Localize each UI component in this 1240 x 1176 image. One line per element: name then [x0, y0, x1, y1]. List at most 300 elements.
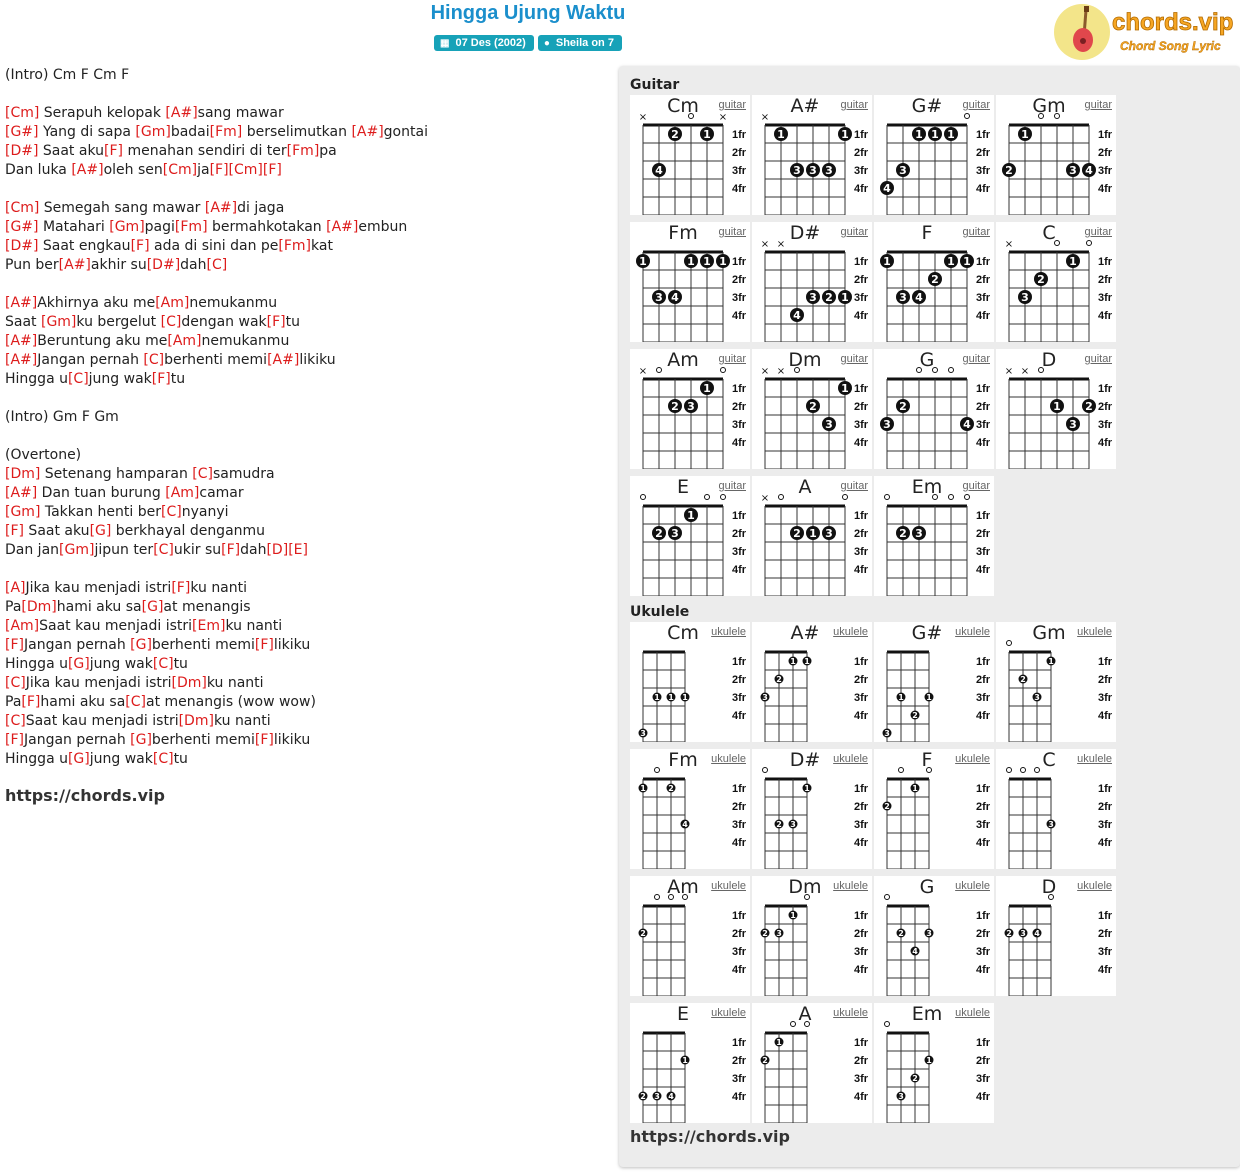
chord-name: A# — [790, 622, 820, 644]
chord-name: Cm — [667, 622, 699, 644]
instrument-link[interactable]: guitar — [718, 226, 746, 238]
chord-marker[interactable]: [Dm] — [171, 675, 207, 691]
lyric-line — [5, 560, 605, 579]
chord-marker[interactable]: [A#] — [204, 200, 238, 216]
chord-marker[interactable]: [Cm] — [5, 200, 40, 216]
lyric-text: tu — [170, 371, 186, 387]
chord-marker[interactable]: [D#] — [5, 238, 39, 254]
chord-marker[interactable]: [Dm] — [178, 713, 214, 729]
instrument-link[interactable]: ukulele — [833, 880, 868, 892]
lyric-text: dah — [180, 257, 207, 273]
chord-marker[interactable]: [A#] — [267, 352, 300, 368]
instrument-link[interactable]: guitar — [962, 480, 990, 492]
instrument-link[interactable]: guitar — [840, 480, 868, 492]
ukulele-chord-card[interactable] — [752, 1003, 872, 1123]
lyric-text: Dan luka — [5, 162, 72, 178]
chord-name: E — [676, 1003, 689, 1025]
chord-marker[interactable]: [G] — [89, 523, 112, 539]
chord-marker[interactable]: [G] — [130, 732, 152, 748]
chord-marker[interactable]: [C] — [206, 257, 228, 273]
instrument-link[interactable]: guitar — [1084, 99, 1112, 111]
lyric-text: dengan wak — [181, 314, 267, 330]
finger-number: 2 — [809, 400, 817, 413]
lyric-line — [5, 313, 605, 332]
finger-dot — [897, 693, 906, 703]
open-marker — [683, 895, 688, 900]
finger-dot — [911, 947, 920, 957]
chord-marker[interactable]: [Cm] — [162, 162, 198, 178]
lyric-line — [5, 351, 605, 370]
lyric-line — [5, 731, 605, 750]
finger-dot — [1066, 163, 1080, 177]
instrument-link[interactable]: ukulele — [1077, 626, 1112, 638]
guitar-chord-card[interactable] — [874, 349, 994, 469]
chord-marker[interactable]: [C] — [161, 504, 182, 520]
fretboard-diagram — [752, 749, 872, 869]
guitar-chord-card[interactable] — [630, 222, 750, 342]
fret-label: 3fr — [1097, 419, 1113, 431]
fretboard-diagram — [752, 222, 872, 342]
mute-marker: × — [1004, 366, 1014, 377]
fret-label: 4fr — [975, 964, 991, 976]
lyric-text: at menangis — [163, 599, 251, 615]
open-marker — [843, 495, 848, 500]
finger-number: 1 — [809, 527, 817, 540]
finger-dot — [925, 1056, 934, 1066]
chord-marker[interactable]: [C] — [152, 751, 174, 767]
chord-marker[interactable]: [F] — [104, 143, 123, 159]
finger-dot — [668, 399, 682, 413]
instrument-link[interactable]: guitar — [718, 99, 746, 111]
lyric-text: ku nanti — [225, 618, 283, 634]
chord-marker[interactable]: [C] — [5, 713, 26, 729]
chord-marker[interactable]: [Cm] — [5, 105, 40, 121]
lyric-line — [5, 389, 605, 408]
open-marker — [1007, 641, 1012, 646]
chord-marker[interactable]: [A] — [5, 580, 26, 596]
chord-marker[interactable]: [F] — [254, 732, 274, 748]
instrument-link[interactable]: guitar — [962, 353, 990, 365]
fret-label: 3fr — [853, 1073, 869, 1085]
finger-number: 3 — [898, 1092, 904, 1101]
chord-marker[interactable]: [G#] — [5, 124, 39, 140]
fret-label: 2fr — [975, 801, 991, 813]
lyric-text: Hingga u — [5, 371, 68, 387]
ukulele-chord-card[interactable] — [630, 876, 750, 996]
song-meta — [0, 35, 1056, 51]
instrument-link[interactable]: guitar — [840, 226, 868, 238]
chord-marker[interactable]: [A#] — [5, 352, 38, 368]
mute-marker: × — [638, 112, 648, 123]
lyric-text: nemukanmu — [189, 295, 278, 311]
instrument-link[interactable]: ukulele — [1077, 753, 1112, 765]
site-logo[interactable] — [1054, 2, 1234, 62]
guitar-chord-card[interactable] — [996, 222, 1116, 342]
instrument-link[interactable]: ukulele — [833, 626, 868, 638]
lyric-text: Pa — [5, 694, 22, 710]
finger-dot — [806, 526, 820, 540]
fret-label: 3fr — [731, 546, 747, 558]
fret-label: 3fr — [975, 1073, 991, 1085]
chord-marker[interactable]: [F] — [266, 314, 286, 330]
chord-marker[interactable]: [C] — [160, 314, 182, 330]
fret-label: 2fr — [975, 274, 991, 286]
fret-label: 2fr — [1097, 801, 1113, 813]
fret-label: 3fr — [731, 419, 747, 431]
lyric-line — [5, 503, 605, 522]
chord-marker[interactable]: [C] — [125, 694, 146, 710]
instrument-link[interactable]: guitar — [1084, 226, 1112, 238]
chord-name: A — [798, 476, 812, 498]
guitar-chord-card[interactable] — [752, 95, 872, 215]
fret-label: 1fr — [731, 510, 747, 522]
chord-name: Fm — [668, 222, 698, 244]
fret-label: 2fr — [975, 147, 991, 159]
chord-marker[interactable]: [F] — [209, 162, 229, 178]
fret-label: 1fr — [853, 129, 869, 141]
ukulele-chord-card[interactable] — [874, 622, 994, 742]
chord-marker[interactable]: [F] — [171, 580, 191, 596]
instrument-link[interactable]: guitar — [1084, 353, 1112, 365]
instrument-link[interactable]: ukulele — [955, 753, 990, 765]
fretboard-diagram — [630, 1003, 750, 1123]
finger-dot — [681, 820, 690, 830]
lyric-line — [5, 484, 605, 503]
instrument-link[interactable]: ukulele — [955, 626, 990, 638]
mute-marker: × — [1004, 239, 1014, 250]
fret-label: 3fr — [731, 946, 747, 958]
lyrics-section — [5, 66, 605, 805]
open-marker — [885, 495, 890, 500]
chord-marker[interactable]: [G] — [130, 637, 152, 653]
instrument-link[interactable]: ukulele — [833, 1007, 868, 1019]
finger-number: 2 — [912, 711, 918, 720]
ukulele-chord-card[interactable] — [996, 876, 1116, 996]
chord-name: D — [1041, 876, 1057, 898]
finger-dot — [775, 1038, 784, 1048]
ukulele-chord-card[interactable] — [630, 749, 750, 869]
chord-marker[interactable]: [F] — [262, 162, 282, 178]
ukulele-chord-card[interactable] — [752, 749, 872, 869]
open-marker — [899, 768, 904, 773]
chord-panel — [619, 66, 1240, 1167]
guitar-chord-card[interactable] — [630, 476, 750, 596]
finger-dot — [944, 254, 958, 268]
ukulele-chord-card[interactable] — [874, 876, 994, 996]
chord-name: F — [921, 749, 933, 771]
finger-number: 4 — [1034, 929, 1040, 938]
lyric-text: jipun ter — [94, 542, 154, 558]
instrument-link[interactable]: guitar — [962, 226, 990, 238]
chord-marker[interactable]: [F] — [130, 238, 150, 254]
chord-marker[interactable]: [A#] — [58, 257, 91, 273]
chord-marker[interactable]: [C] — [5, 675, 26, 691]
chord-marker[interactable]: [G] — [67, 656, 90, 672]
chord-marker[interactable]: [G] — [141, 599, 164, 615]
instrument-link[interactable]: ukulele — [711, 1007, 746, 1019]
chord-marker[interactable]: [Gm] — [59, 542, 95, 558]
guitar-chord-card[interactable] — [996, 349, 1116, 469]
chord-marker[interactable]: [D#] — [146, 257, 181, 273]
fret-label: 3fr — [853, 546, 869, 558]
instrument-link[interactable]: guitar — [962, 99, 990, 111]
chord-marker[interactable]: [Cm] — [228, 162, 263, 178]
lyric-text: Setenang hamparan — [40, 466, 193, 482]
chord-marker[interactable]: [Am] — [155, 295, 190, 311]
guitar-chord-card[interactable] — [630, 349, 750, 469]
chord-marker[interactable]: [E] — [288, 542, 308, 558]
chord-marker[interactable]: [F] — [254, 637, 274, 653]
fret-label: 4fr — [1097, 837, 1113, 849]
instrument-link[interactable]: guitar — [718, 353, 746, 365]
chord-marker[interactable]: [D#] — [5, 143, 39, 159]
instrument-link[interactable]: ukulele — [1077, 880, 1112, 892]
open-marker — [655, 895, 660, 900]
finger-dot — [806, 399, 820, 413]
ukulele-section-label: Ukulele — [630, 604, 690, 620]
fret-label: 1fr — [853, 1037, 869, 1049]
lyric-line — [5, 66, 605, 85]
lyric-text: berhenti memi — [151, 637, 255, 653]
finger-dot — [684, 399, 698, 413]
fret-label: 1fr — [731, 656, 747, 668]
finger-number: 4 — [1085, 164, 1093, 177]
chord-marker[interactable]: [F] — [21, 694, 41, 710]
lyric-text: Dan tuan burung — [37, 485, 166, 501]
finger-number: 3 — [671, 527, 679, 540]
fret-label: 1fr — [853, 783, 869, 795]
finger-dot — [883, 802, 892, 812]
chord-marker[interactable]: [F] — [5, 523, 24, 539]
finger-dot — [1082, 399, 1096, 413]
chord-marker[interactable]: [G#] — [5, 219, 39, 235]
ukulele-chord-card[interactable] — [874, 749, 994, 869]
chord-marker[interactable]: [Am] — [167, 333, 202, 349]
panel-site-link[interactable]: https://chords.vip — [630, 1127, 790, 1146]
fret-label: 2fr — [975, 401, 991, 413]
fret-label: 1fr — [1097, 256, 1113, 268]
open-marker — [689, 114, 694, 119]
chord-marker[interactable]: [A#] — [71, 162, 104, 178]
lyric-text: Semegah sang mawar — [39, 200, 205, 216]
finger-dot — [639, 729, 648, 739]
chord-name: F — [921, 222, 933, 244]
finger-dot — [1033, 929, 1042, 939]
chord-name: Dm — [788, 876, 822, 898]
chord-marker[interactable]: [A#] — [5, 333, 38, 349]
fret-label: 4fr — [853, 437, 869, 449]
instrument-link[interactable]: ukulele — [955, 880, 990, 892]
guitar-chord-card[interactable] — [752, 349, 872, 469]
mute-marker: × — [760, 112, 770, 123]
finger-dot — [1050, 399, 1064, 413]
date-badge[interactable] — [434, 35, 534, 51]
chord-marker[interactable]: [C] — [153, 542, 174, 558]
lyric-text: nyanyi — [181, 504, 229, 520]
finger-number: 2 — [762, 929, 768, 938]
lyric-text: Saat aku — [23, 523, 90, 539]
lyric-text: Saat — [5, 314, 41, 330]
chord-marker[interactable]: [F] — [5, 732, 24, 748]
finger-dot — [789, 820, 798, 830]
finger-number: 2 — [1005, 164, 1013, 177]
chord-marker[interactable]: [F] — [221, 542, 241, 558]
fret-label: 1fr — [975, 783, 991, 795]
chord-marker[interactable]: [Am] — [165, 485, 200, 501]
finger-number: 1 — [790, 657, 796, 666]
chord-marker[interactable]: [A#] — [326, 219, 359, 235]
finger-number: 2 — [884, 802, 890, 811]
ukulele-chord-card[interactable] — [752, 876, 872, 996]
ukulele-chord-card[interactable] — [996, 622, 1116, 742]
chord-marker[interactable]: [C] — [152, 656, 174, 672]
fret-label: 1fr — [975, 1037, 991, 1049]
chord-marker[interactable]: [F] — [5, 637, 24, 653]
finger-number: 3 — [687, 400, 695, 413]
lyric-line — [5, 408, 605, 427]
ukulele-chord-card[interactable] — [630, 1003, 750, 1123]
finger-number: 1 — [640, 784, 646, 793]
fret-label: 2fr — [731, 401, 747, 413]
chord-marker[interactable]: [G] — [67, 751, 90, 767]
lyric-text: Jika kau menjadi istri — [25, 580, 172, 596]
lyric-line — [5, 275, 605, 294]
chord-marker[interactable]: [Fm] — [209, 124, 243, 140]
guitar-chord-card[interactable] — [874, 476, 994, 596]
chord-marker[interactable]: [Dm] — [21, 599, 57, 615]
instrument-link[interactable]: guitar — [840, 353, 868, 365]
chord-marker[interactable]: [Gm] — [5, 504, 41, 520]
lyric-text: dah — [240, 542, 267, 558]
chord-marker[interactable]: [A#] — [5, 295, 38, 311]
artist-label: Sheila on 7 — [555, 37, 614, 49]
lyric-line — [5, 617, 605, 636]
instrument-link[interactable]: guitar — [718, 480, 746, 492]
lyric-line — [5, 693, 605, 712]
chord-marker[interactable]: [Gm] — [109, 219, 145, 235]
chord-marker[interactable]: [A#] — [165, 105, 198, 121]
guitar-chord-card[interactable] — [630, 95, 750, 215]
chord-marker[interactable]: [Am] — [5, 618, 40, 634]
ukulele-chord-card[interactable] — [630, 622, 750, 742]
lyric-text: Saat aku — [38, 143, 105, 159]
chord-name: G# — [911, 95, 943, 117]
chord-marker[interactable]: [Em] — [192, 618, 226, 634]
fret-label: 3fr — [1097, 819, 1113, 831]
lyric-text: berkhayal denganmu — [111, 523, 266, 539]
fret-label: 4fr — [731, 183, 747, 195]
finger-number: 2 — [1085, 400, 1093, 413]
chord-marker[interactable]: [A#] — [5, 485, 38, 501]
chord-marker[interactable]: [Fm] — [286, 143, 320, 159]
finger-number: 2 — [898, 929, 904, 938]
lyric-text: Jangan pernah — [37, 352, 144, 368]
chord-marker[interactable]: [D] — [266, 542, 289, 558]
chord-marker[interactable]: [Fm] — [174, 219, 208, 235]
chord-marker[interactable]: [Gm] — [40, 314, 77, 330]
fret-label: 4fr — [975, 710, 991, 722]
finger-number: 4 — [793, 309, 801, 322]
chord-marker[interactable]: [F] — [151, 371, 171, 387]
finger-dot — [883, 729, 892, 739]
guitar-chord-card[interactable] — [996, 95, 1116, 215]
lyric-text: embun — [358, 219, 408, 235]
lyric-text: Dan jan — [5, 542, 60, 558]
lyric-line — [5, 541, 605, 560]
chord-marker[interactable]: [C] — [143, 352, 165, 368]
chord-marker[interactable]: [Gm] — [135, 124, 171, 140]
finger-number: 2 — [671, 128, 679, 141]
fret-label: 1fr — [853, 910, 869, 922]
finger-dot — [960, 254, 974, 268]
instrument-link[interactable]: ukulele — [711, 753, 746, 765]
finger-dot — [838, 381, 852, 395]
chord-name: C — [1042, 222, 1056, 244]
lyric-text: likiku — [273, 732, 311, 748]
guitar-chord-card[interactable] — [752, 476, 872, 596]
lyric-line — [5, 522, 605, 541]
lyrics-site-link[interactable]: https://chords.vip — [5, 786, 165, 805]
instrument-link[interactable]: ukulele — [833, 753, 868, 765]
chord-name: Em — [911, 1003, 943, 1025]
guitar-chord-card[interactable] — [874, 95, 994, 215]
song-title[interactable]: Hingga Ujung Waktu — [430, 2, 626, 24]
finger-dot — [652, 526, 666, 540]
guitar-chord-card[interactable] — [752, 222, 872, 342]
ukulele-chord-card[interactable] — [996, 749, 1116, 869]
guitar-chord-card[interactable] — [874, 222, 994, 342]
chord-marker[interactable]: [C] — [67, 371, 89, 387]
lyric-text: Saat kau menjadi istri — [25, 713, 179, 729]
fret-label: 1fr — [731, 129, 747, 141]
open-marker — [885, 895, 890, 900]
finger-dot — [960, 417, 974, 431]
fret-label: 4fr — [1097, 964, 1113, 976]
fret-label: 2fr — [731, 674, 747, 686]
open-marker — [641, 495, 646, 500]
ukulele-chord-card[interactable] — [874, 1003, 994, 1123]
finger-number: 2 — [671, 400, 679, 413]
fret-label: 4fr — [1097, 183, 1113, 195]
instrument-link[interactable]: guitar — [840, 99, 868, 111]
instrument-link[interactable]: ukulele — [955, 1007, 990, 1019]
fret-label: 4fr — [853, 710, 869, 722]
artist-badge[interactable] — [538, 35, 622, 51]
fret-label: 1fr — [1097, 910, 1113, 922]
finger-dot — [911, 1074, 920, 1084]
chord-marker[interactable]: [A#] — [351, 124, 384, 140]
finger-number: 1 — [841, 128, 849, 141]
lyric-line — [5, 256, 605, 275]
finger-number: 1 — [687, 255, 695, 268]
finger-dot — [1047, 657, 1056, 667]
instrument-link[interactable]: ukulele — [711, 626, 746, 638]
instrument-link[interactable]: ukulele — [711, 880, 746, 892]
fret-label: 1fr — [975, 656, 991, 668]
fret-label: 4fr — [853, 964, 869, 976]
fret-label: 3fr — [1097, 165, 1113, 177]
finger-number: 4 — [963, 418, 971, 431]
ukulele-chord-card[interactable] — [752, 622, 872, 742]
chord-name: G# — [911, 622, 943, 644]
finger-dot — [790, 163, 804, 177]
lyric-text: oleh sen — [103, 162, 163, 178]
lyric-text: ku nanti — [190, 580, 248, 596]
chord-marker[interactable]: [C] — [192, 466, 213, 482]
chord-marker[interactable]: [Dm] — [5, 466, 41, 482]
chord-marker[interactable]: [Fm] — [278, 238, 312, 254]
fret-label: 4fr — [731, 710, 747, 722]
